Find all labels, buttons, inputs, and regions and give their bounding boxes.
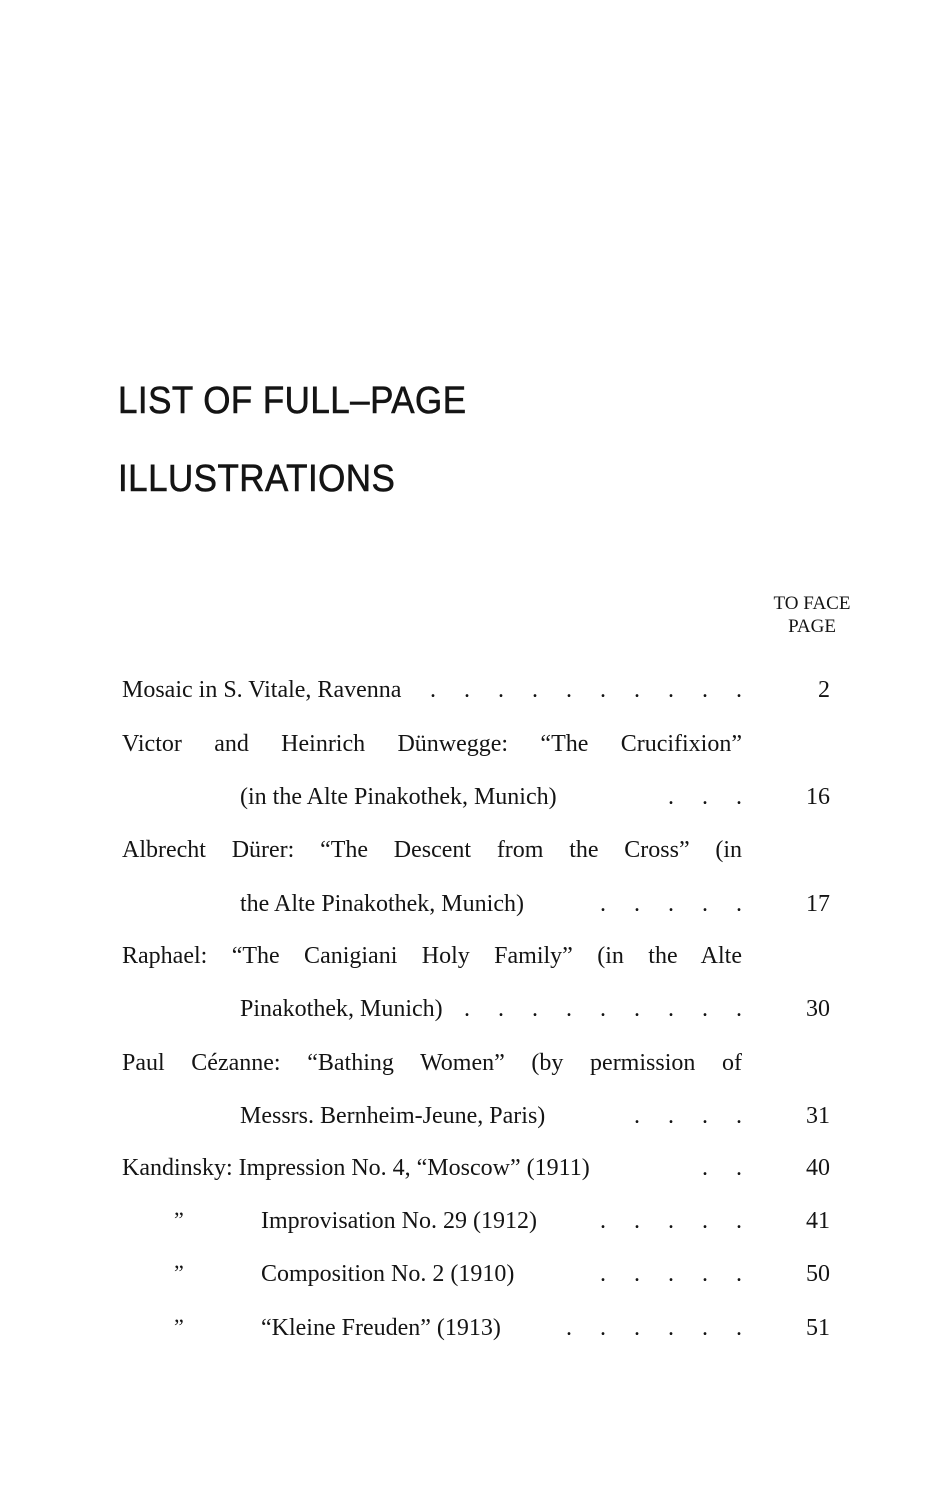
entry-title: Composition No. 2 (1910) xyxy=(261,1261,515,1287)
dot-leader: . . . . . . . . . . xyxy=(430,677,753,703)
column-header-line-1: TO FACE xyxy=(773,593,851,614)
entry-title: “Kleine Freuden” (1913) xyxy=(261,1315,501,1341)
dot-leader: . . . xyxy=(668,784,753,810)
page-number: 51 xyxy=(806,1315,830,1341)
list-item xyxy=(122,1153,753,1183)
entry-title: Pinakothek, Munich) xyxy=(240,996,443,1022)
dot-leader: . . . . . . xyxy=(566,1315,753,1341)
page-number: 17 xyxy=(806,891,830,917)
column-header-line-2: PAGE xyxy=(788,616,836,637)
page-number: 40 xyxy=(806,1155,830,1181)
dot-leader: . . xyxy=(702,1155,753,1181)
page-number: 31 xyxy=(806,1103,830,1129)
list-item-continuation xyxy=(240,994,753,1024)
list-item xyxy=(261,1259,753,1289)
entry-title: Improvisation No. 29 (1912) xyxy=(261,1208,537,1234)
list-item: Victor and Heinrich Dünwegge: “The Crucifixion” xyxy=(122,731,742,757)
list-item xyxy=(261,1313,753,1343)
dot-leader: . . . . . xyxy=(600,1208,753,1234)
entry-title: Messrs. Bernheim-Jeune, Paris) xyxy=(240,1103,546,1129)
entry-title: the Alte Pinakothek, Munich) xyxy=(240,891,524,917)
page-number: 41 xyxy=(806,1208,830,1234)
list-item-continuation xyxy=(240,889,753,919)
page-number: 2 xyxy=(818,677,830,703)
dot-leader: . . . . . xyxy=(600,891,753,917)
page-title-line-1: LIST OF FULL–PAGE xyxy=(118,380,467,422)
list-item: Raphael: “The Canigiani Holy Family” (in the Alte xyxy=(122,943,742,969)
page-number: 16 xyxy=(806,784,830,810)
page-title-line-2: ILLUSTRATIONS xyxy=(118,458,396,500)
entry-title: Kandinsky: Impression No. 4, “Moscow” (1911) xyxy=(122,1155,590,1181)
dot-leader: . . . . . . . . . xyxy=(464,996,753,1022)
ditto-mark: ” xyxy=(174,1314,184,1339)
column-header-to-face-page xyxy=(762,592,862,638)
page-number: 30 xyxy=(806,996,830,1022)
list-item xyxy=(261,1206,753,1236)
list-item xyxy=(122,675,753,705)
ditto-mark: ” xyxy=(174,1207,184,1232)
list-item: Paul Cézanne: “Bathing Women” (by permission of xyxy=(122,1050,742,1076)
dot-leader: . . . . . xyxy=(600,1261,753,1287)
dot-leader: . . . . xyxy=(634,1103,753,1129)
entry-title: Mosaic in S. Vitale, Ravenna xyxy=(122,677,402,703)
list-item: Albrecht Dürer: “The Descent from the Cross” (in xyxy=(122,837,742,863)
ditto-mark: ” xyxy=(174,1260,184,1285)
entry-title: (in the Alte Pinakothek, Munich) xyxy=(240,784,557,810)
list-item-continuation xyxy=(240,782,753,812)
list-item-continuation xyxy=(240,1101,753,1131)
page-number: 50 xyxy=(806,1261,830,1287)
